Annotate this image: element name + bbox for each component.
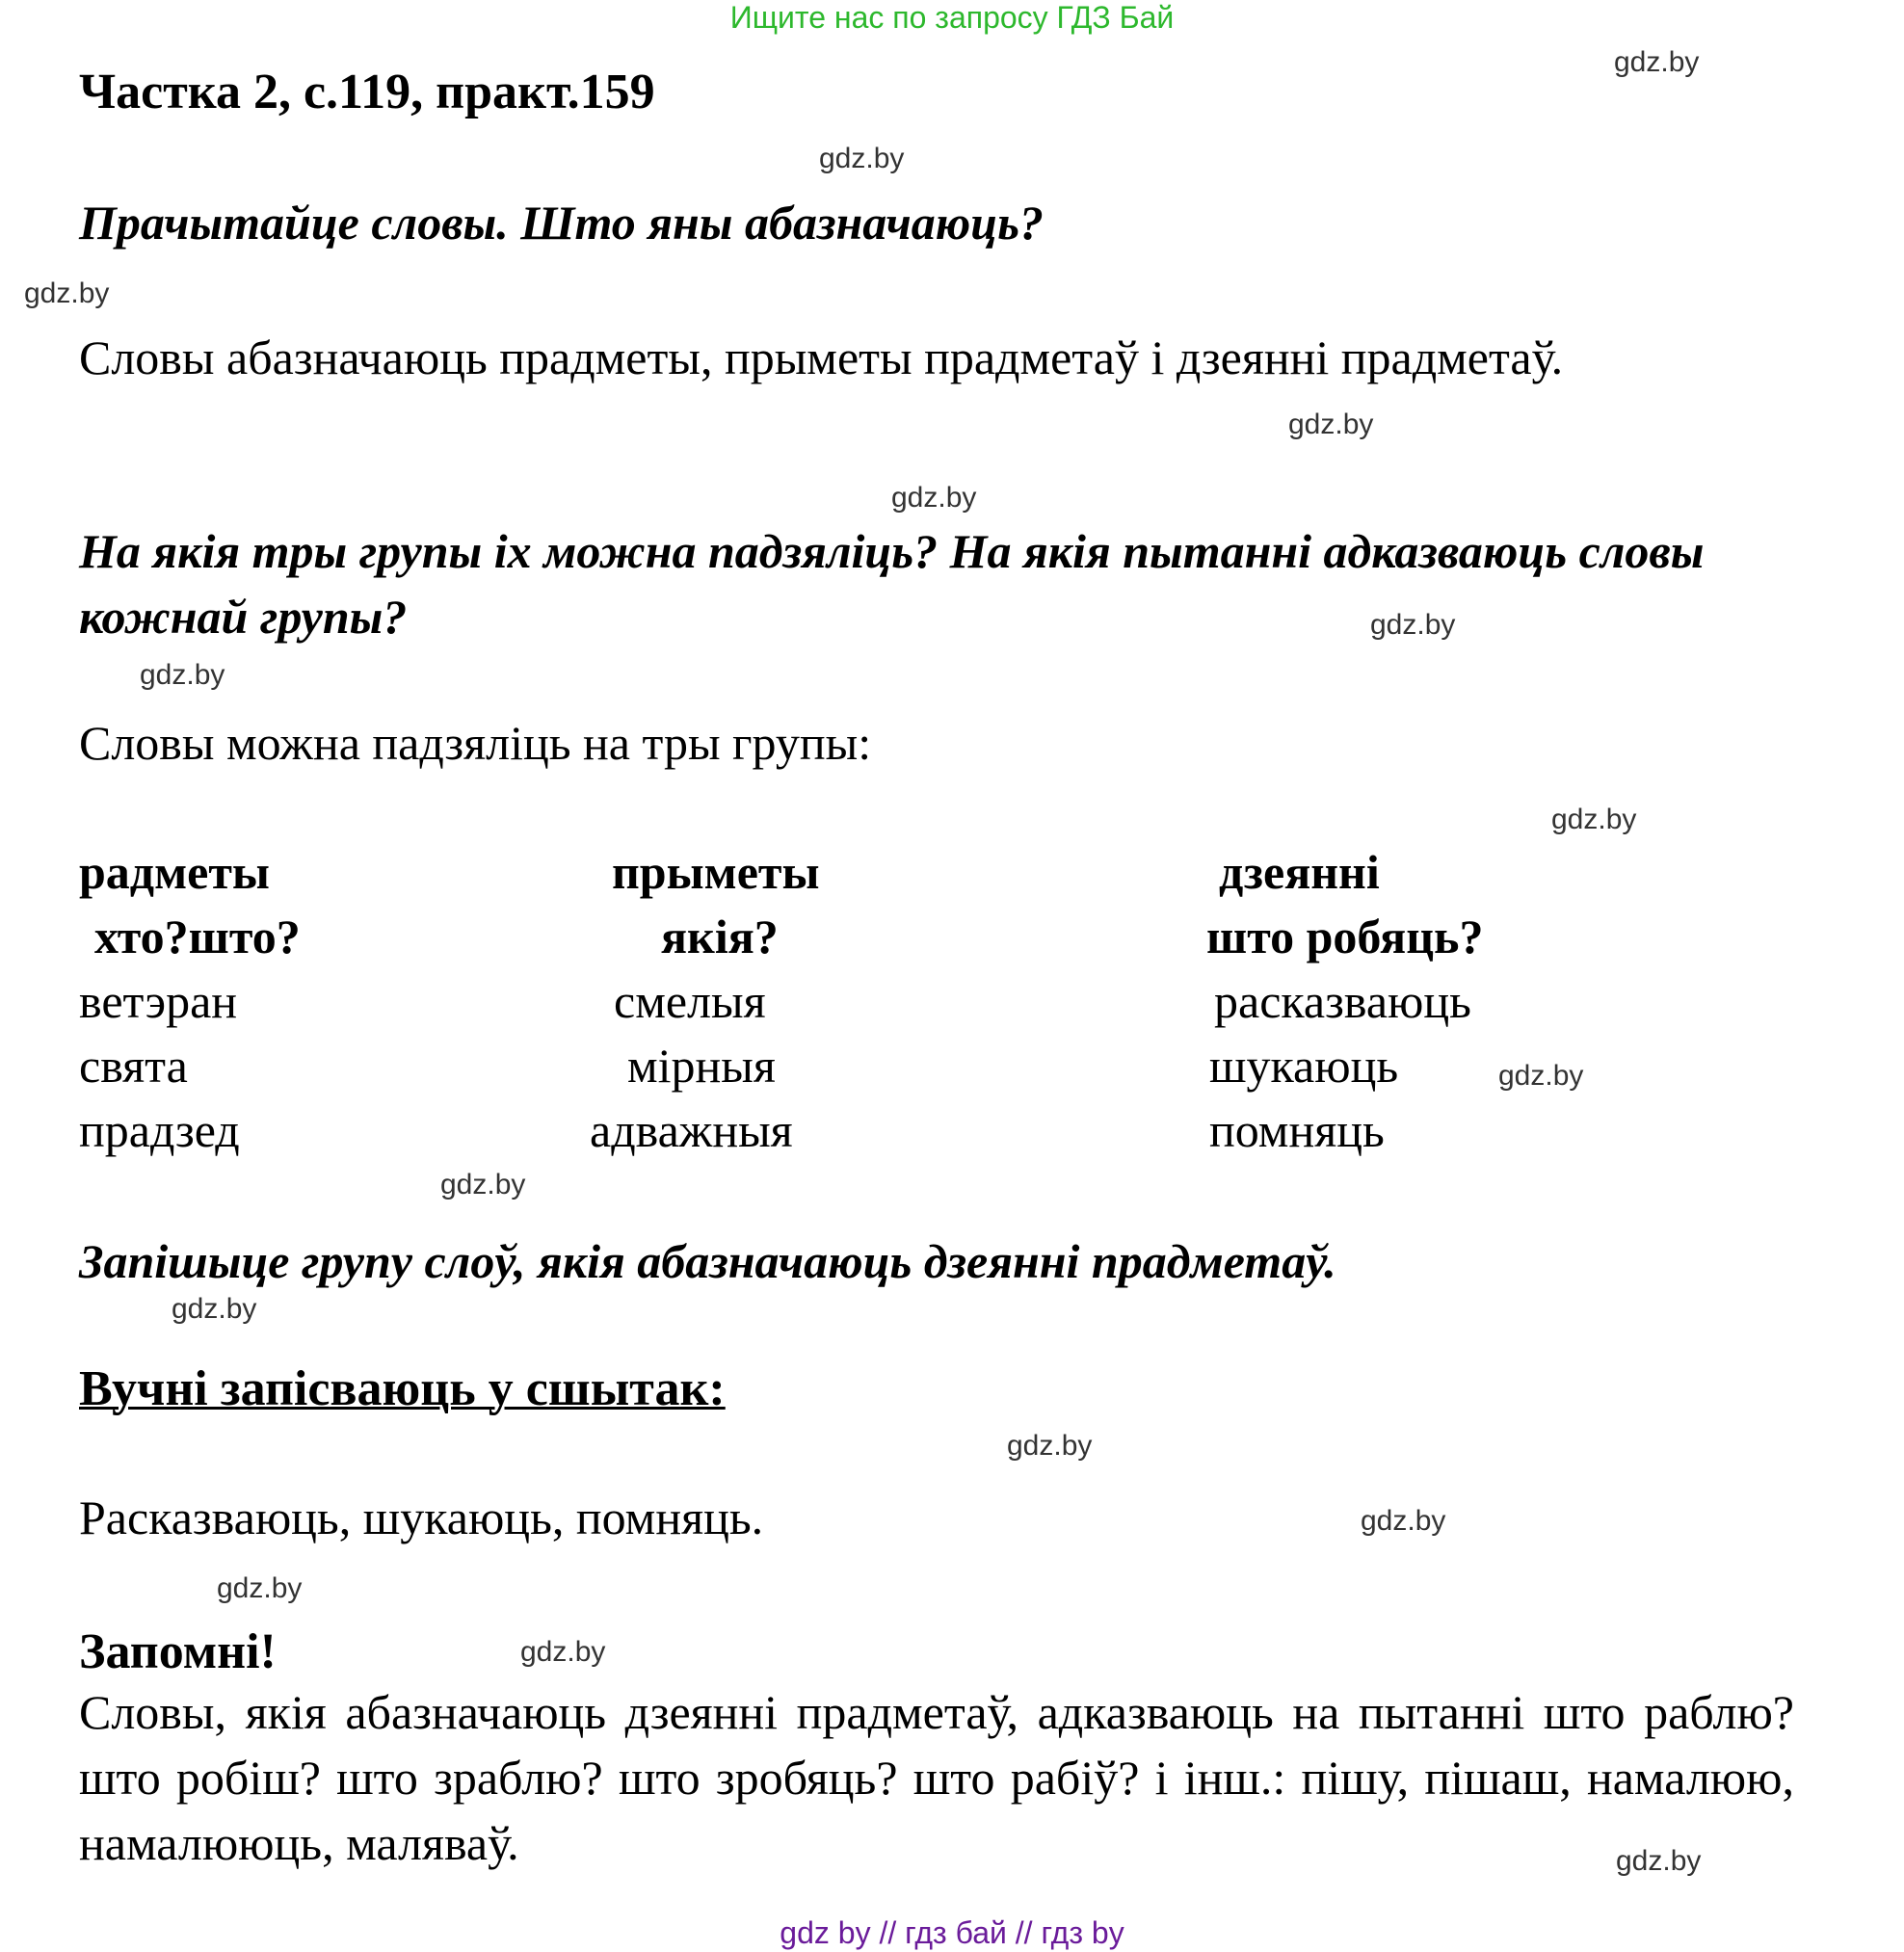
watermark: gdz.by [1007,1430,1093,1462]
watermark: gdz.by [520,1636,606,1668]
watermark: gdz.by [1288,409,1374,440]
group-word: мірныя [627,1039,776,1093]
watermark: gdz.by [891,482,977,514]
watermark: gdz.by [1616,1845,1702,1877]
watermark: gdz.by [1498,1060,1584,1092]
remember-label: Запомні! [79,1624,277,1679]
page-title: Частка 2, с.119, практ.159 [79,65,655,119]
watermark: gdz.by [1361,1505,1446,1537]
group-word: расказваюць [1214,974,1471,1028]
group-question-attributes: якія? [661,910,779,963]
watermark: gdz.by [172,1293,257,1325]
watermark: gdz.by [1370,609,1456,641]
top-banner[interactable]: Ищите нас по запросу ГДЗ Бай [729,0,1175,35]
task-1: Прачытайце словы. Што яны абазначаюць? [79,196,1044,250]
group-word: свята [79,1039,188,1093]
group-question-objects: хто?што? [94,910,301,963]
watermark: gdz.by [140,659,225,691]
answer-2: Словы можна падзяліць на тры групы: [79,716,872,770]
group-word: шукаюць [1209,1039,1399,1093]
task-3: Запішыце групу слоў, якія абазначаюць дзеянні прадметаў. [79,1234,1336,1288]
group-word: смелыя [614,974,766,1028]
watermark: gdz.by [819,143,905,174]
footer-links[interactable]: gdz by // гдз бай // гдз by [780,1915,1124,1950]
group-word: прадзед [79,1103,240,1157]
notebook-text: Расказваюць, шукаюць, помняць. [79,1490,764,1544]
watermark: gdz.by [440,1169,526,1200]
group-heading-objects: радметы [79,845,270,899]
group-word: ветэран [79,974,238,1028]
notebook-label: Вучні запісваюць у сшытак: [79,1361,726,1416]
remember-text: Словы, якія абазначаюць дзеянні прадметаў, адказваюць на пытанні што раблю? што робіш? што зраблю? што зробяць? што рабіў? і інш.: пішу, пішаш, намалюю, намалююць, маляваў. [79,1685,1794,1870]
group-word: адважныя [590,1103,793,1157]
group-word: помняць [1209,1103,1385,1157]
answer-1: Словы абазначаюць прадметы, прыметы прадметаў і дзеянні прадметаў. [79,330,1564,384]
watermark: gdz.by [1551,804,1637,835]
watermark: gdz.by [217,1572,303,1604]
group-heading-attributes: прыметы [612,845,820,899]
task-2: На якія тры групы іх можна падзяліць? На якія пытанні адказваюць словы кожнай групы? [79,524,1705,644]
group-heading-actions: дзеянні [1219,845,1380,899]
watermark: gdz.by [1614,46,1700,78]
watermark: gdz.by [24,277,110,309]
group-question-actions: што робяць? [1206,910,1484,963]
